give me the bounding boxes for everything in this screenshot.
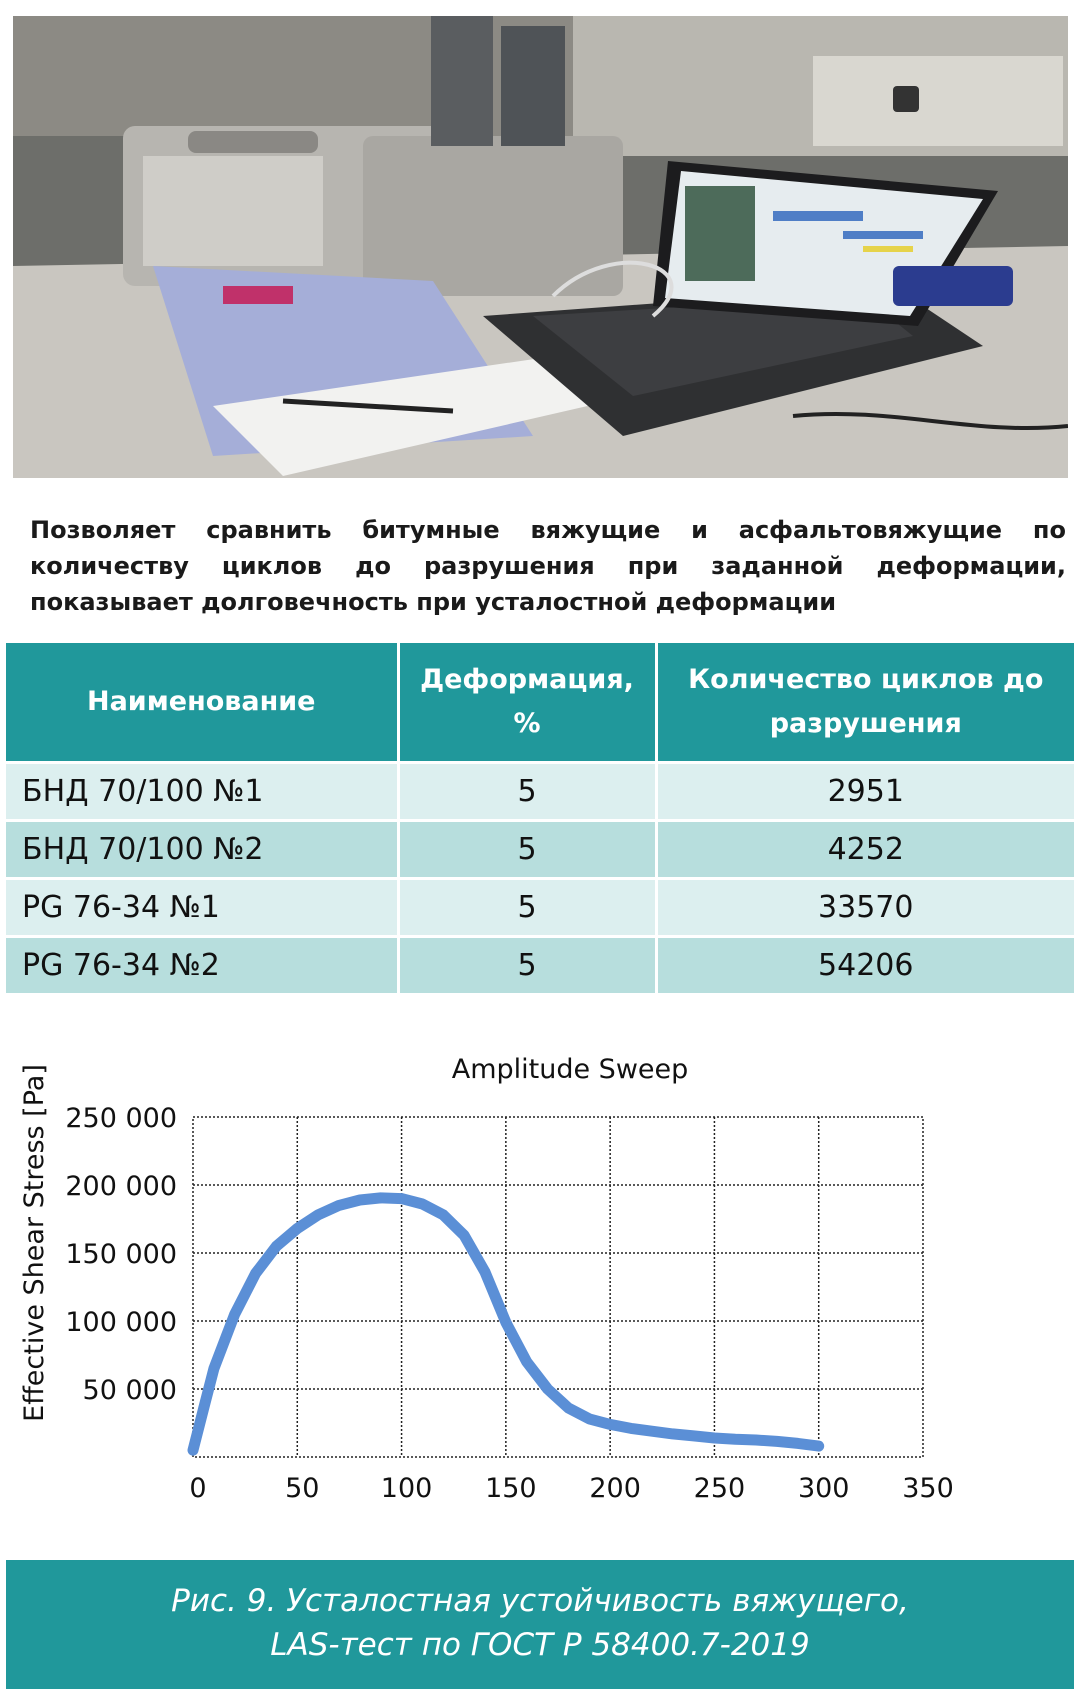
x-tick-label: 50: [285, 1473, 320, 1504]
y-tick-label: 200 000: [65, 1171, 177, 1202]
chart-svg: [0, 1040, 1078, 1560]
cell-cycles: 4252: [656, 821, 1074, 879]
cell-name: PG 76-34 №2: [6, 937, 398, 995]
figure-caption: [6, 1560, 1074, 1689]
cell-name: БНД 70/100 №2: [6, 821, 398, 879]
table-row: [6, 937, 1074, 995]
x-tick-label: 0: [189, 1473, 207, 1504]
header-deformation: Деформация, %: [398, 643, 656, 763]
series-line: [193, 1198, 819, 1450]
caption-line-2: LAS-тест по ГОСТ Р 58400.7-2019: [270, 1627, 810, 1663]
cell-name: PG 76-34 №1: [6, 879, 398, 937]
results-table-container: [6, 643, 1074, 996]
y-tick-label: 150 000: [65, 1239, 177, 1270]
caption-line-1: Рис. 9. Усталостная устойчивость вяжущего,: [171, 1583, 909, 1619]
x-tick-label: 350: [902, 1473, 954, 1504]
cell-name: БНД 70/100 №1: [6, 763, 398, 821]
chart-ylabel: Effective Shear Stress [Pa]: [19, 1064, 50, 1422]
cell-deformation: 5: [398, 821, 656, 879]
table-header-row: [6, 643, 1074, 763]
x-tick-label: 300: [797, 1473, 850, 1504]
chart-grid: [193, 1117, 923, 1457]
x-tick-label: 100: [380, 1473, 433, 1504]
cell-deformation: 5: [398, 879, 656, 937]
y-tick-label: 50 000: [82, 1375, 177, 1406]
x-tick-label: 150: [485, 1473, 537, 1504]
chart-title: Amplitude Sweep: [451, 1054, 689, 1085]
plot-area: [193, 1117, 923, 1457]
cell-deformation: 5: [398, 763, 656, 821]
y-tick-label: 250 000: [65, 1103, 177, 1134]
chart-series: [193, 1198, 819, 1450]
results-table: [6, 643, 1074, 996]
amplitude-sweep-chart: [0, 1040, 1078, 1560]
cell-cycles: 54206: [656, 937, 1074, 995]
table-row: [6, 821, 1074, 879]
cell-deformation: 5: [398, 937, 656, 995]
lab-equipment-photo: [13, 16, 1068, 478]
x-tick-label: 250: [693, 1473, 746, 1504]
y-tick-label: 100 000: [65, 1307, 177, 1338]
cell-cycles: 2951: [656, 763, 1074, 821]
table-row: [6, 763, 1074, 821]
header-name: Наименование: [6, 643, 398, 763]
x-tick-label: 200: [589, 1473, 641, 1504]
header-cycles: Количество циклов до разрушения: [656, 643, 1074, 763]
cell-cycles: 33570: [656, 879, 1074, 937]
intro-paragraph: Позволяет сравнить битумные вяжущие и асфальтовяжущие по количеству циклов до разрушения при заданной деформации, показывает долговечность при усталостной деформации: [30, 516, 1066, 616]
table-row: [6, 879, 1074, 937]
